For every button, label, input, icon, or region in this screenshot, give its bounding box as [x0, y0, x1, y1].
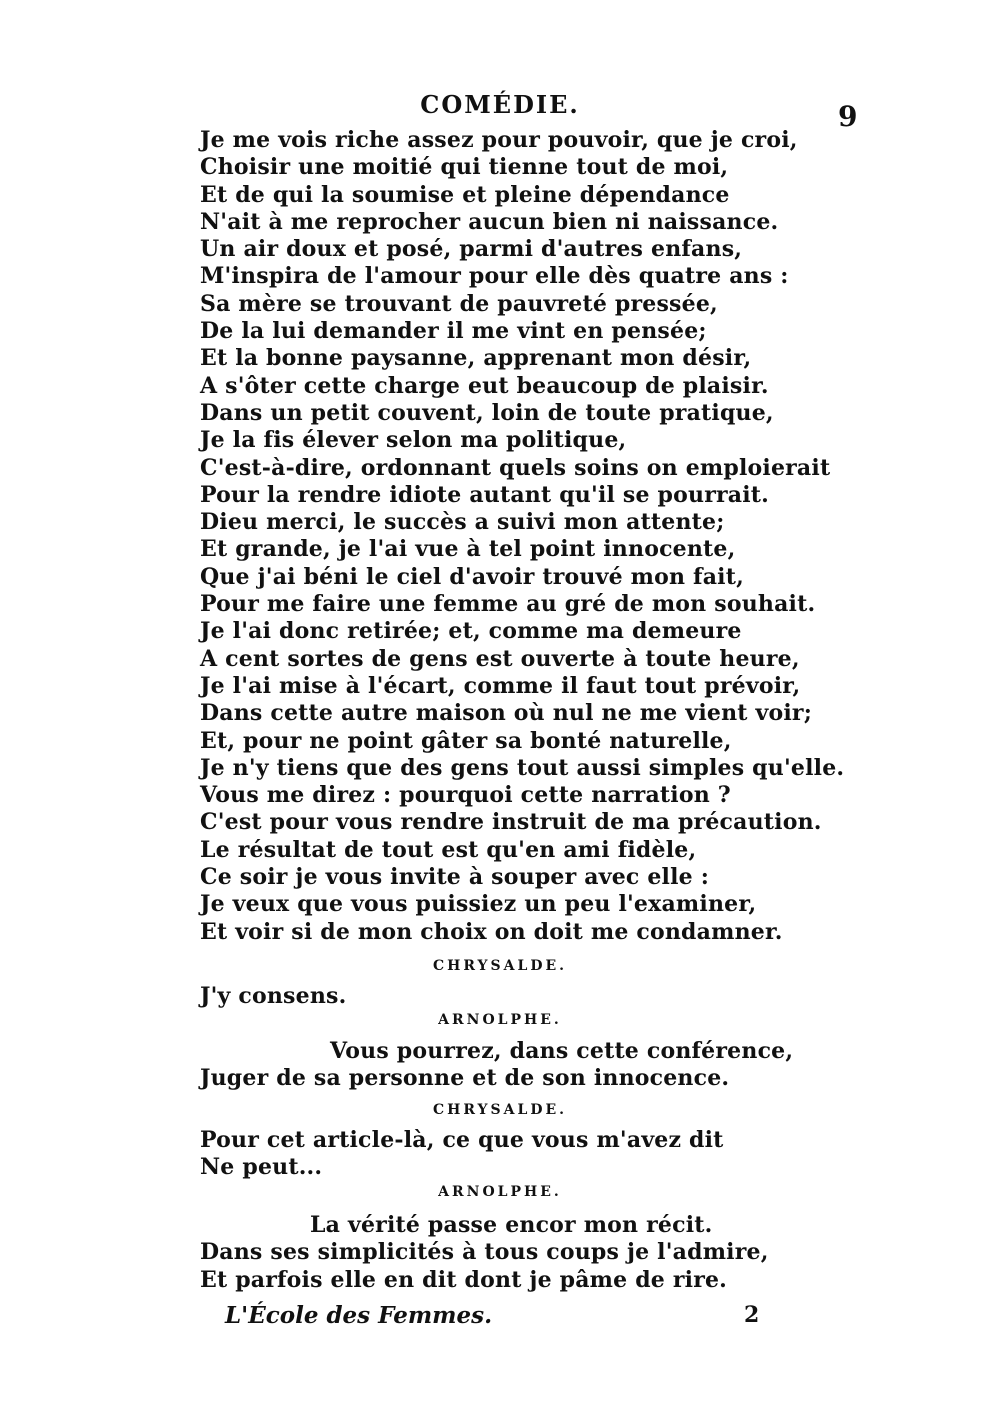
verse-line: Un air doux et posé, parmi d'autres enfans,	[200, 236, 743, 263]
verse-line: Choisir une moitié qui tienne tout de moi,	[200, 154, 729, 181]
speech-chrysalde	[200, 1127, 724, 1182]
verse-line: Pour cet article-là, ce que vous m'avez dit	[200, 1127, 724, 1153]
verse-line: De la lui demander il me vint en pensée;	[200, 318, 707, 345]
book-title-footer: L'École des Femmes.	[225, 1302, 493, 1329]
verse-line: C'est-à-dire, ordonnant quels soins on emploierait	[200, 454, 831, 481]
verse-line: Et grande, je l'ai vue à tel point innocente,	[200, 536, 736, 563]
speaker-name: CHRYSALDE.	[432, 958, 568, 974]
verse-line: M'inspira de l'amour pour elle dès quatre ans :	[200, 263, 789, 290]
verse-line: Je veux que vous puissiez un peu l'examiner,	[200, 891, 757, 918]
speaker-name: ARNOLPHE.	[438, 1184, 562, 1200]
page-number: 9	[838, 100, 858, 133]
speaker-name: ARNOLPHE.	[438, 1012, 562, 1028]
verse-line: Et voir si de mon choix on doit me condamner.	[200, 918, 783, 945]
verse-line: Juger de sa personne et de son innocence.	[200, 1065, 730, 1092]
verse-line: Vous pourrez, dans cette conférence,	[330, 1038, 794, 1064]
speech-arnolphe-long	[200, 127, 844, 946]
verse-line: Je la fis élever selon ma politique,	[200, 427, 627, 454]
verse-line: Et, pour ne point gâter sa bonté naturelle,	[200, 727, 732, 754]
verse-line: Ce soir je vous invite à souper avec elle :	[200, 864, 710, 891]
verse-line: Ne peut...	[200, 1154, 323, 1181]
verse-line: Le résultat de tout est qu'en ami fidèle,	[200, 836, 697, 863]
signature-mark: 2	[744, 1302, 760, 1328]
verse-line: Je me vois riche assez pour pouvoir, que je croi,	[200, 127, 798, 153]
verse-line: Sa mère se trouvant de pauvreté pressée,	[200, 290, 718, 317]
running-title: COMÉDIE.	[420, 90, 580, 119]
verse-line: Dans cette autre maison où nul ne me vient voir;	[200, 700, 813, 727]
verse-line: Je l'ai donc retirée; et, comme ma demeure	[200, 618, 742, 645]
verse-line: Que j'ai béni le ciel d'avoir trouvé mon fait,	[200, 563, 744, 590]
verse-line: A cent sortes de gens est ouverte à toute heure,	[200, 645, 800, 672]
verse-line: Dieu merci, le succès a suivi mon attente;	[200, 509, 725, 536]
verse-line: A s'ôter cette charge eut beaucoup de plaisir.	[200, 372, 769, 399]
verse-line: Et la bonne paysanne, apprenant mon désir,	[200, 345, 752, 372]
verse-line: La vérité passe encor mon récit.	[310, 1212, 713, 1238]
speech-chrysalde	[200, 983, 346, 1010]
verse-line: Dans ses simplicités à tous coups je l'admire,	[200, 1239, 769, 1266]
verse-line: Et de qui la soumise et pleine dépendance	[200, 181, 730, 208]
speaker-name: CHRYSALDE.	[432, 1102, 568, 1118]
verse-line: C'est pour vous rendre instruit de ma précaution.	[200, 809, 822, 836]
verse-line: Et parfois elle en dit dont je pâme de rire.	[200, 1266, 728, 1293]
speech-arnolphe	[200, 1038, 793, 1093]
verse-line: Je l'ai mise à l'écart, comme il faut tout prévoir,	[200, 672, 801, 699]
verse-line: Dans un petit couvent, loin de toute pratique,	[200, 399, 774, 426]
verse-line: J'y consens.	[200, 983, 347, 1009]
verse-line: Pour la rendre idiote autant qu'il se pourrait.	[200, 481, 770, 508]
speech-arnolphe	[200, 1212, 769, 1294]
verse-line: Pour me faire une femme au gré de mon souhait.	[200, 591, 816, 618]
verse-line: Je n'y tiens que des gens tout aussi simples qu'elle.	[200, 754, 845, 781]
verse-line: Vous me direz : pourquoi cette narration ?	[200, 782, 731, 809]
verse-line: N'ait à me reprocher aucun bien ni naissance.	[200, 208, 779, 235]
